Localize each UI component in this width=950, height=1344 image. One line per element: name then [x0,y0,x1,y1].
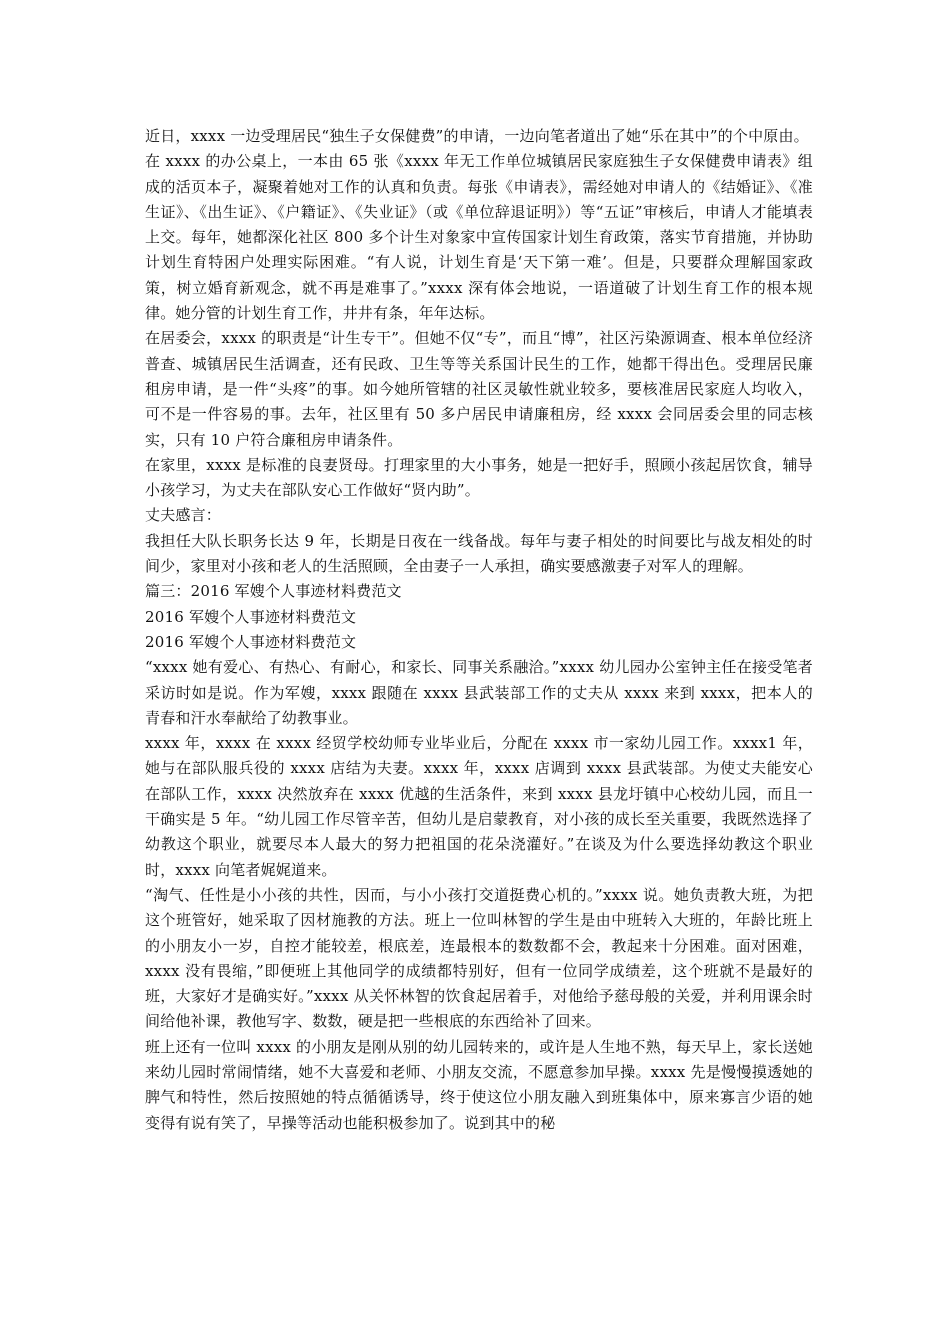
subheading: 2016 军嫂个人事迹材料费范文 [145,607,357,626]
paragraph: 在居委会，xxxx 的职责是“计生专干”。但她不仅“专”，而且“博”，社区污染源调查、根本单位经济普查、城镇居民生活调查，还有民政、卫生等等关系国计民生的工作，她都干得出色。受理居民廉租房申请，是一件“头疼”的事。如今她所管辖的社区灵敏性就业较多，要核准居民家庭人均收入，可不是一件容易的事。去年，社区里有 50 多户居民申请廉租房，经 xxxx 会同居委会里的同志核实，只有 10 户符合廉租房申请条件。 [145,329,813,449]
paragraph: xxxx 年，xxxx 在 xxxx 经贸学校幼师专业毕业后，分配在 xxxx 市一家幼儿园工作。xxxx1 年，她与在部队服兵役的 xxxx 店结为夫妻。xxxx 年，xxxx 店调到 xxxx 县武装部。为使丈夫能安心在部队工作，xxxx 决然放弃在 xxxx 优越的生活条件，来到 xxxx 县龙圩镇中心校幼儿园，而且一干确实是 5 年。“幼儿园工作尽管辛苦，但幼儿是启蒙教育，对小孩的成长至关重要，我既然选择了幼教这个职业，就要尽本人最大的努力把祖国的花朵浇灌好。”在谈及为什么要选择幼教这个职业时，xxxx 向笔者娓娓道来。 [145,734,813,879]
paragraph: 班上还有一位叫 xxxx 的小朋友是刚从别的幼儿园转来的，或许是人生地不熟，每天早上，家长送她来幼儿园时常闹情绪，她不大喜爱和老师、小朋友交流，不愿意参加早操。xxxx 先是慢慢摸透她的脾气和特性，然后按照她的特点循循诱导，终于使这位小朋友融入到班集体中，原来寡言少语的她变得有说有笑了，早操等活动也能积极参加了。说到其中的秘 [145,1037,813,1132]
subheading: 2016 军嫂个人事迹材料费范文 [145,632,357,651]
section-heading: 篇三：2016 军嫂个人事迹材料费范文 [145,582,402,601]
paragraph: 我担任大队长职务长达 9 年，长期是日夜在一线备战。每年与妻子相处的时间要比与战友相处的时间少，家里对小孩和老人的生活照顾，全由妻子一人承担，确实要感激妻子对军人的理解。 [145,531,813,576]
paragraph: 在 xxxx 的办公桌上，一本由 65 张《xxxx 年无工作单位城镇居民家庭独生子女保健费申请表》组成的活页本子，凝聚着她对工作的认真和负责。每张《申请表》，需经她对申请人的《结婚证》、《准生证》、《出生证》、《户籍证》、《失业证》（或《单位辞退证明》）等“五证”审核后，申请人才能填表上交。每年，她都深化社区 800 多个计生对象家中宣传国家计划生育政策，落实节育措施，并协助计划生育特困户处理实际困难。“有人说，计划生育是‘天下第一难’。但是，只要群众理解国家政策，树立婚育新观念，就不再是难事了。”xxxx 深有体会地说，一语道破了计划生育工作的根本规律。她分管的计划生育工作，井井有条，年年达标。 [145,152,813,323]
paragraph: 在家里，xxxx 是标准的良妻贤母。打理家里的大小事务，她是一把好手，照顾小孩起居饮食，辅导小孩学习，为丈夫在部队安心工作做好“贤内助”。 [145,455,813,500]
paragraph: “xxxx 她有爱心、有热心、有耐心，和家长、同事关系融洽。”xxxx 幼儿园办公室钟主任在接受笔者采访时如是说。作为军嫂，xxxx 跟随在 xxxx 县武装部工作的丈夫从 xxxx 来到 xxxx，把本人的青春和汗水奉献给了幼教事业。 [145,658,813,727]
paragraph: “淘气、任性是小小孩的共性，因而，与小小孩打交道挺费心机的。”xxxx 说。她负责教大班，为把这个班管好，她采取了因材施教的方法。班上一位叫林智的学生是由中班转入大班的，年龄比班上的小朋友小一岁，自控才能较差，根底差，连最根本的数数都不会，教起来十分困难。面对困难，xxxx 没有畏缩，”即便班上其他同学的成绩都特别好，但有一位同学成绩差，这个班就不是最好的班，大家好才是确实好。”xxxx 从关怀林智的饮食起居着手，对他给予慈母般的关爱，并利用课余时间给他补课，教他写字、数数，硬是把一些根底的东西给补了回来。 [145,885,813,1031]
paragraph: 近日，xxxx 一边受理居民“独生子女保健费”的申请，一边向笔者道出了她“乐在其中”的个中原由。 [145,127,809,145]
document-body [145,124,813,1136]
paragraph: 丈夫感言： [145,506,222,525]
